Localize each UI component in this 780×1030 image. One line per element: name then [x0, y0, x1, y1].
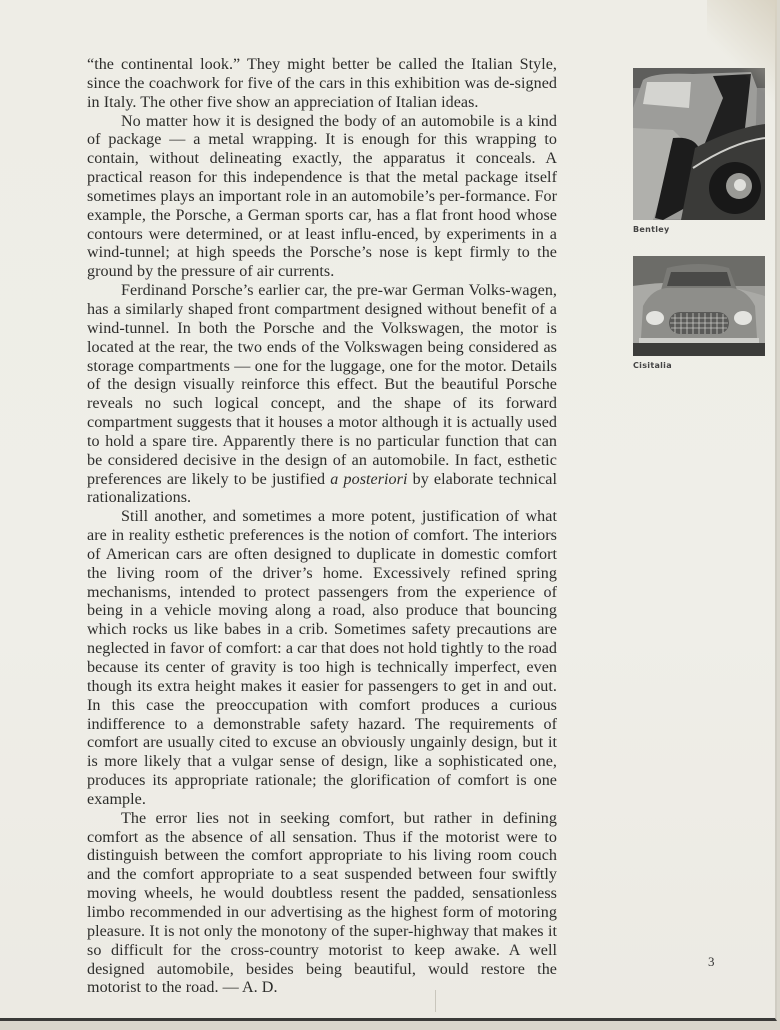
- paragraph-2: No matter how it is designed the body of an automobile is a kind of package — a metal wrapping. It is enough for this wrapping to contain, without delineating exactly, the apparatus it conceals. A practical reason for this independence is that the metal package itself sometimes plays an important role in an automobile’s per-formance. For example, the Porsche, a German sports car, has a flat front hood whose contours were determined, or at least influ-enced, by experiments in a wind-tunnel; at high speeds the Porsche’s nose is kept firmly to the ground by the pressure of air currents.: [87, 112, 557, 281]
- cisitalia-car-image: [633, 256, 765, 356]
- bentley-caption: Bentley: [633, 225, 670, 234]
- paragraph-4: Still another, and sometimes a more potent, justification of what are in reality esthetic preferences is the notion of comfort. The interiors of American cars are often designed to duplicate in domestic comfort the living room of the driver’s home. Excessively refined spring mechanisms, intended to protect passengers from the experience of being in a vehicle moving along a road, also produce that bouncing which rocks us like babes in a crib. Sometimes safety precautions are neglected in favor of comfort: a car that does not hold tightly to the road because its center of gravity is too high is technically imperfect, even though its extra height makes it easier for passengers to get in and out. In this case the preoccupation with comfort produces a curious indifference to a demonstrable safety hazard. The requirements of comfort are usually cited to excuse an obviously ungainly design, but it is more likely that a vulgar sense of design, like a sophisticated one, produces its appropriate rationale; the glorification of comfort is one example.: [87, 508, 557, 808]
- article-body: [87, 56, 557, 998]
- paragraph-3-text: Ferdinand Porsche’s earlier car, the pre-war German Volks-wagen, has a similarly shaped front compartment designed without benefit of a wind-tunnel. In both the Porsche and the Volkswagen, the motor is located at the rear, the two ends of the Volkswagen being considered as storage compartments — one for the luggage, one for the motor. Details of the design visually reinforce this effect. But the beautiful Porsche reveals no such logical concept, and the shape of its forward compartment suggests that it houses a motor although it is actually used to hold a spare tire. Apparently there is no particular function that can be considered decisive in the design of an automobile. In fact, esthetic preferences are likely to be justified: [87, 282, 557, 488]
- bentley-car-image: [633, 68, 765, 220]
- page-number: 3: [708, 954, 715, 969]
- italic-phrase: a posteriori: [330, 470, 408, 488]
- bentley-photo: [633, 68, 765, 220]
- paragraph-3-tail: by elaborate technical rationalizations.: [87, 470, 557, 507]
- paragraph-1: “the continental look.” They might better be called the Italian Style, since the coachwork for five of the cars in this exhibition was de-signed in Italy. The other five show an appreciation of Italian ideas.: [87, 56, 557, 111]
- fold-mark: [435, 990, 436, 1012]
- figure-cisitalia: [633, 256, 765, 370]
- figure-bentley: [633, 68, 765, 234]
- paragraph-3: [87, 282, 557, 508]
- cisitalia-photo: [633, 256, 765, 356]
- paragraph-5: The error lies not in seeking comfort, but rather in defining comfort as the absence of all sensation. Thus if the motorist were to distinguish between the comfort appropriate to his living room couch and the comfort appropriate to a seat suspended between four swiftly moving wheels, he would doubtless resent the padded, sensationless limbo recommended in our advertising as the highest form of motoring pleasure. It is not only the monotony of the super-highway that makes it so difficult for the cross-country motorist to keep awake. A well designed automobile, besides being beautiful, would restore the motorist to the road. — A. D.: [87, 809, 557, 997]
- cisitalia-caption: Cisitalia: [633, 361, 672, 370]
